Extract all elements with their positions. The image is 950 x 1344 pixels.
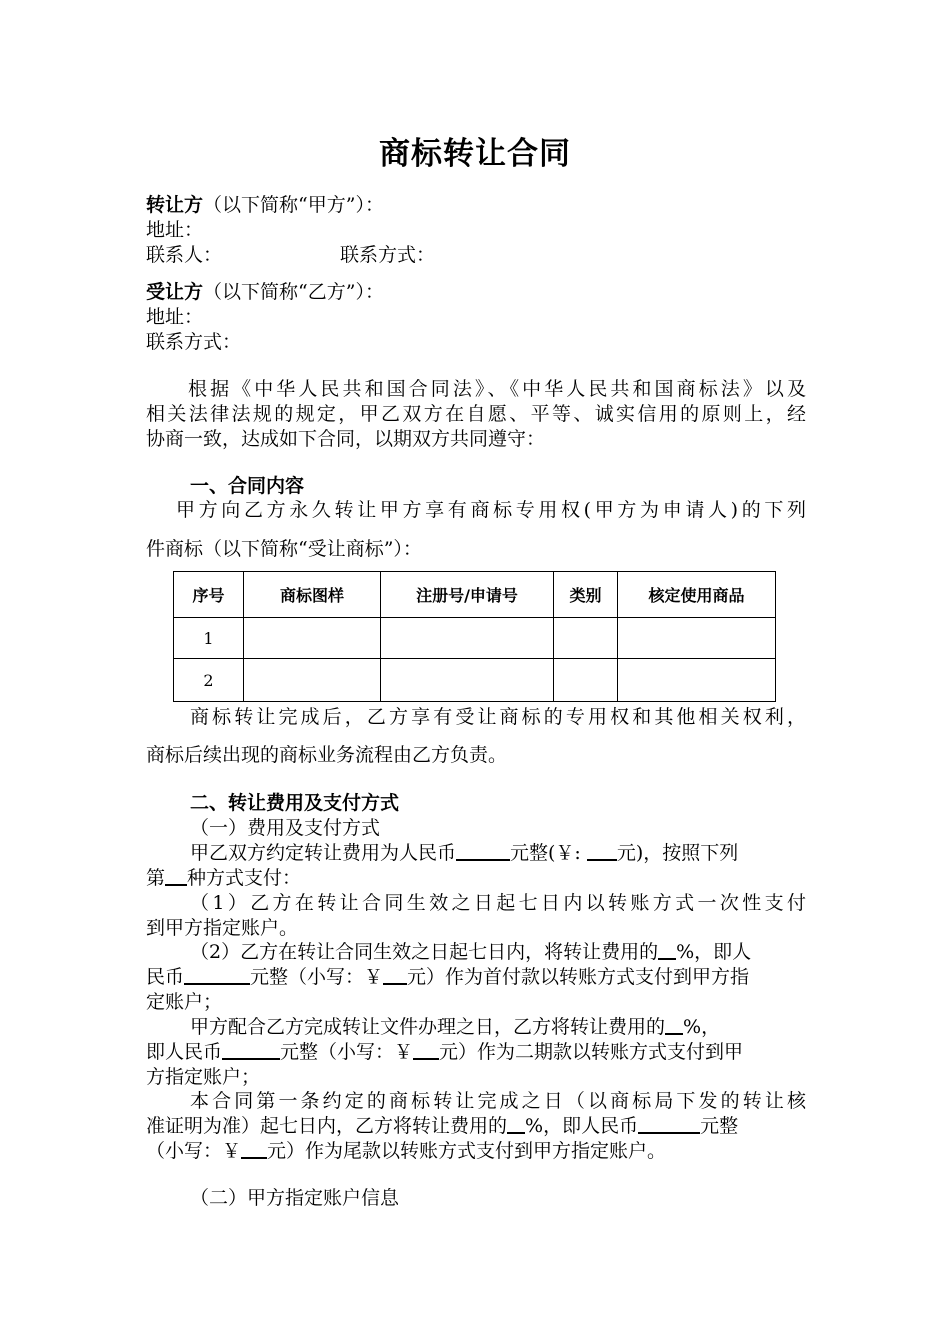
- preamble-line-1: 根据《中华人民共和国合同法》、《中华人民共和国商标法》以及: [188, 378, 806, 400]
- transferor-address: 地址：: [146, 219, 204, 241]
- table-cell: [244, 618, 381, 659]
- table-cell: [618, 659, 776, 702]
- fee-text: 元整(￥:: [510, 842, 581, 864]
- transferor-line: [146, 193, 384, 217]
- transferor-suffix: （以下简称“甲方”）：: [203, 194, 384, 216]
- option-2-text: 元）作为首付款以转账方式支付到甲方指: [407, 966, 750, 988]
- amount-blank: [638, 1114, 700, 1134]
- transferee-address: 地址：: [146, 306, 204, 328]
- section-2-heading: 二、转让费用及支付方式: [190, 792, 400, 814]
- table-row: [174, 618, 776, 659]
- preamble-line-2: 相关法律法规的规定，甲乙双方在自愿、平等、诚实信用的原则上，经: [146, 403, 806, 425]
- percent-blank: [507, 1114, 525, 1134]
- fee-text: 种方式支付：: [187, 867, 302, 889]
- transferor-contact-method: 联系方式：: [340, 244, 436, 266]
- final-text: 元整: [700, 1115, 739, 1137]
- option-1-line-2: 到甲方指定账户。: [146, 917, 299, 939]
- table-cell: [244, 659, 381, 702]
- table-header-cell: 商标图样: [244, 572, 381, 618]
- table-cell: 2: [174, 659, 244, 702]
- table-cell: [618, 618, 776, 659]
- fee-line-1: [190, 841, 738, 865]
- option-2-line-2: [146, 965, 749, 989]
- fee-text: 元)，按照下列: [616, 842, 739, 864]
- option-1-line-1: （1）乙方在转让合同生效之日起七日内以转账方式一次性支付: [190, 892, 806, 914]
- table-cell: 1: [174, 618, 244, 659]
- phase-2-text: %，: [683, 1016, 721, 1038]
- section-2-sub-1: （一）费用及支付方式: [190, 817, 381, 839]
- transferor-contact-person: 联系人：: [146, 244, 223, 266]
- table-header-cell: 类别: [554, 572, 618, 618]
- document-title: 商标转让合同: [379, 136, 571, 172]
- figure-blank: [413, 1040, 439, 1060]
- table-cell: [381, 659, 554, 702]
- phase-2-text: 即人民币: [146, 1041, 223, 1063]
- percent-blank: [658, 940, 676, 960]
- figure-blank: [383, 965, 407, 985]
- phase-2-text: 元整（小写：￥: [280, 1041, 414, 1063]
- amount-blank: [222, 1040, 280, 1060]
- table-header-cell: 注册号/申请号: [381, 572, 554, 618]
- figure-blank: [241, 1139, 267, 1159]
- transferee-line: [146, 280, 384, 304]
- fee-text: 甲乙双方约定转让费用为人民币: [190, 842, 457, 864]
- transferee-contact-method: 联系方式：: [146, 331, 242, 353]
- final-text: （小写：￥: [146, 1140, 242, 1162]
- final-text: 准证明为准）起七日内，乙方将转让费用的: [146, 1115, 508, 1137]
- phase-2-text: 元）作为二期款以转账方式支付到甲: [439, 1041, 744, 1063]
- option-2-text: 元整（小写：￥: [250, 966, 384, 988]
- table-header-cell: 序号: [174, 572, 244, 618]
- phase-2-line-1: [190, 1015, 720, 1039]
- table-cell: [554, 659, 618, 702]
- final-line-1: 本合同第一条约定的商标转让完成之日（以商标局下发的转让核: [190, 1090, 806, 1112]
- table-cell: [381, 618, 554, 659]
- fee-figure-blank: [587, 841, 617, 861]
- option-2-line-3: 定账户；: [146, 991, 223, 1013]
- trademark-table: [173, 571, 776, 702]
- final-text: %，即人民币: [525, 1115, 639, 1137]
- fee-amount-blank: [456, 841, 510, 861]
- transferee-suffix: （以下简称“乙方”）：: [203, 281, 384, 303]
- phase-2-line-2: [146, 1040, 743, 1064]
- option-2-text: %，即人: [676, 941, 752, 963]
- amount-blank: [184, 965, 250, 985]
- table-row: [174, 659, 776, 702]
- final-text: 元）作为尾款以转账方式支付到甲方指定账户。: [267, 1140, 667, 1162]
- table-header-row: [174, 572, 776, 618]
- section-2-sub-2: （二）甲方指定账户信息: [190, 1187, 400, 1209]
- phase-2-text: 甲方配合乙方完成转让文件办理之日，乙方将转让费用的: [190, 1016, 666, 1038]
- option-2-text: 民币: [146, 966, 185, 988]
- table-cell: [554, 618, 618, 659]
- transferee-label: 受让方: [146, 281, 204, 303]
- transferor-label: 转让方: [146, 194, 204, 216]
- option-2-line-1: [190, 940, 751, 964]
- percent-blank: [665, 1015, 683, 1035]
- preamble-line-3: 协商一致，达成如下合同，以期双方共同遵守：: [146, 428, 546, 450]
- section-1-after-line-1: 商标转让完成后，乙方享有受让商标的专用权和其他相关权利，: [190, 706, 806, 728]
- phase-2-line-3: 方指定账户；: [146, 1066, 261, 1088]
- section-1-after-line-2: 商标后续出现的商标业务流程由乙方负责。: [146, 744, 508, 766]
- table-header-cell: 核定使用商品: [618, 572, 776, 618]
- section-1-intro-line-1: 甲方向乙方永久转让甲方享有商标专用权(甲方为申请人)的下列: [176, 499, 806, 521]
- fee-line-2: [146, 866, 301, 890]
- section-1-heading: 一、合同内容: [190, 475, 305, 497]
- final-line-2: [146, 1114, 738, 1138]
- option-2-text: （2）乙方在转让合同生效之日起七日内，将转让费用的: [190, 941, 659, 963]
- final-line-3: [146, 1139, 666, 1163]
- fee-text: 第: [146, 867, 166, 889]
- section-1-intro-line-2: 件商标（以下简称“受让商标”）：: [146, 538, 422, 560]
- payment-method-blank: [165, 866, 187, 886]
